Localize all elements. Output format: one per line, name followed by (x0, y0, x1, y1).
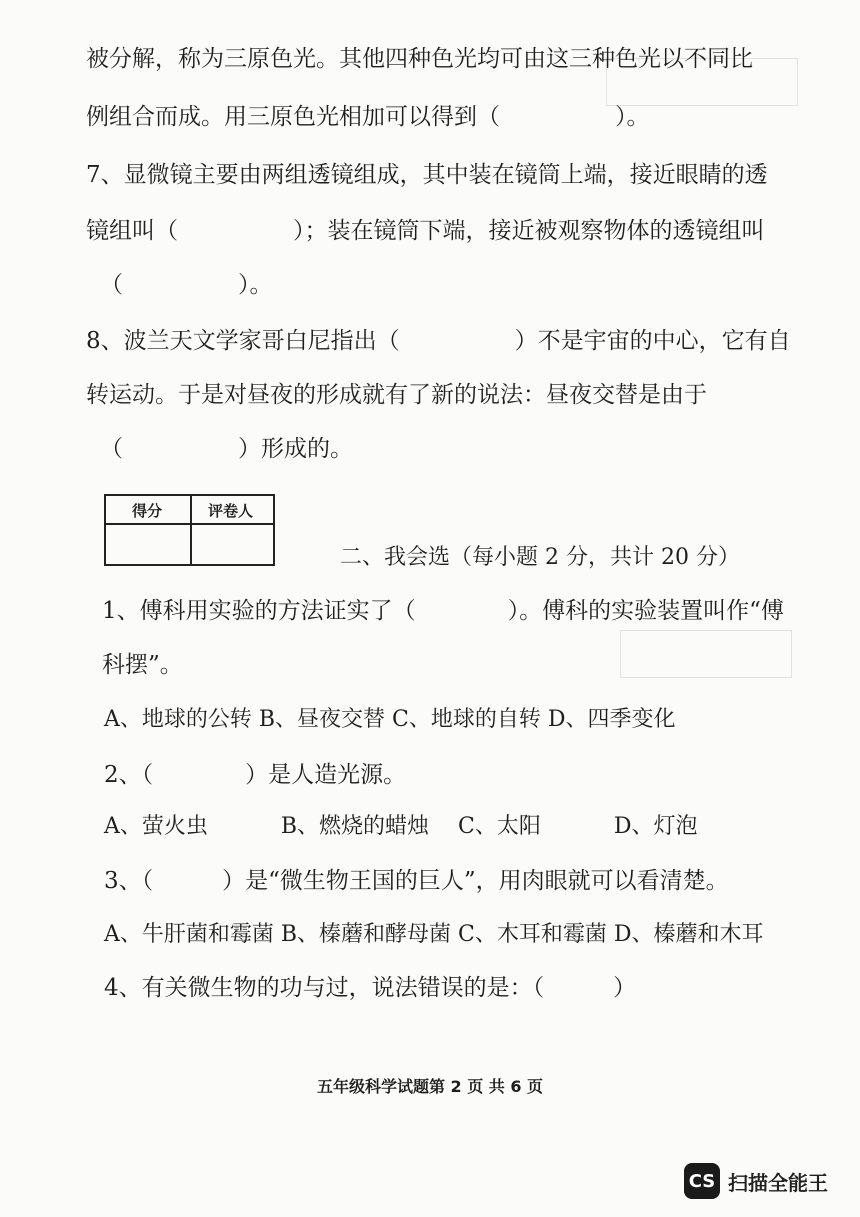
text-line-1: 被分解，称为三原色光。其他四种色光均可由这三种色光以不同比 (86, 46, 753, 72)
watermark-text: 扫描全能王 (728, 1170, 828, 1195)
question-3-options: A、牛肝菌和霉菌 B、榛蘑和酵母菌 C、木耳和霉菌 D、榛蘑和木耳 (104, 922, 764, 947)
grader-label: 评卷人 (208, 502, 254, 520)
page-footer: 五年级科学试题第 2 页 共 6 页 (316, 1077, 544, 1096)
question-2: 2、（ ）是人造光源。 (104, 762, 407, 788)
section-heading: 二、我会选（每小题 2 分，共计 20 分） (340, 545, 740, 570)
question-1-line-2: 科摆”。 (102, 652, 183, 678)
question-8-line-2: 转运动。于是对昼夜的形成就有了新的说法：昼夜交替是由于 (86, 382, 707, 408)
camscanner-logo-icon: CS (684, 1163, 720, 1199)
question-1-options: A、地球的公转 B、昼夜交替 C、地球的自转 D、四季变化 (104, 707, 676, 732)
table-divider (190, 496, 192, 564)
question-3: 3、（ ）是“微生物王国的巨人”，用肉眼就可以看清楚。 (104, 868, 729, 894)
question-4: 4、有关微生物的功与过，说法错误的是：（ ） (104, 975, 637, 1001)
question-7-line-1: 7、显微镜主要由两组透镜组成，其中装在镜筒上端，接近眼睛的透 (86, 162, 768, 188)
question-2-options: A、萤火虫 B、燃烧的蜡烛 C、太阳 D、灯泡 (104, 814, 698, 839)
question-7-line-2: 镜组叫（ ）；装在镜筒下端，接近被观察物体的透镜组叫 (86, 218, 765, 244)
question-1-line-1: 1、傅科用实验的方法证实了（ ）。傅科的实验装置叫作“傅 (102, 598, 784, 624)
question-8-line-3: （ ）形成的。 (100, 436, 353, 462)
score-table (104, 494, 275, 566)
scanner-watermark (684, 1163, 828, 1199)
score-label: 得分 (132, 502, 163, 520)
show-through-box (620, 630, 792, 678)
question-7-line-3: （ ）。 (100, 272, 273, 298)
table-divider (106, 523, 273, 525)
text-line-2: 例组合而成。用三原色光相加可以得到（ ）。 (86, 104, 650, 130)
question-8-line-1: 8、波兰天文学家哥白尼指出（ ）不是宇宙的中心，它有自 (86, 328, 791, 354)
